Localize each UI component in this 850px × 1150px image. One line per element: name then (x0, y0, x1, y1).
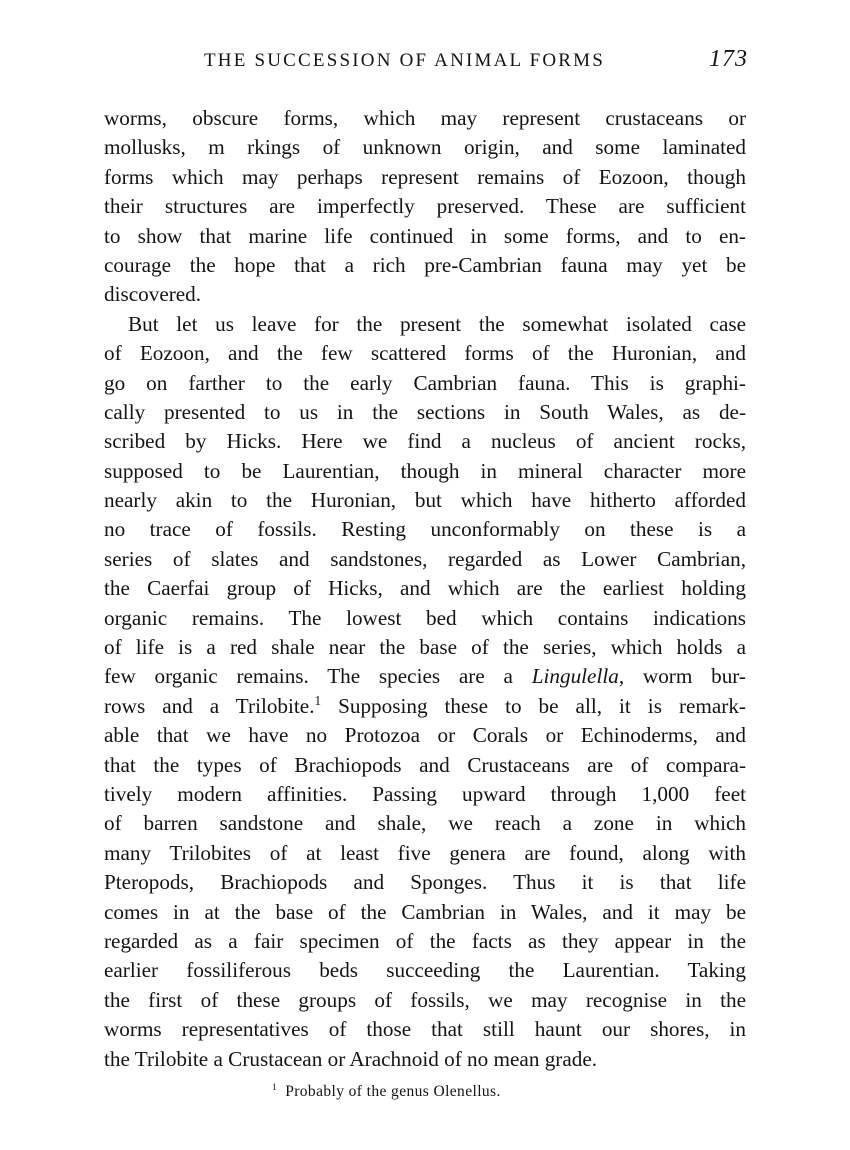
text-line: many Trilobites of at least five genera are found, along with (104, 840, 746, 865)
text-line: to show that marine life continued in some forms, and to en- (104, 223, 746, 248)
text-line: the Caerfai group of Hicks, and which are the earliest holding (104, 576, 746, 601)
running-title: THE SUCCESSION OF ANIMAL FORMS (204, 50, 606, 71)
text-line: organic remains. The lowest bed which contains indications (104, 605, 746, 630)
footnote (272, 1083, 501, 1101)
text-line: no trace of fossils. Resting unconformably on these is a (104, 517, 746, 542)
text-line: courage the hope that a rich pre-Cambrian fauna may yet be (104, 252, 746, 277)
text-line: Pteropods, Brachiopods and Sponges. Thus it is that life (104, 870, 746, 895)
text-line: tively modern affinities. Passing upward through 1,000 feet (104, 781, 746, 806)
text-line: earlier fossiliferous beds succeeding the Laurentian. Taking (104, 958, 746, 983)
text-line: able that we have no Protozoa or Corals or Echinoderms, and (104, 723, 746, 748)
page-number: 173 (709, 46, 748, 72)
text-line: of barren sandstone and shale, we reach a zone in which (104, 811, 746, 836)
text-line: go on farther to the early Cambrian fauna. This is graphi- (104, 370, 746, 395)
text-line: the Trilobite a Crustacean or Arachnoid of no mean grade. (104, 1046, 598, 1071)
text-line: nearly akin to the Huronian, but which have hitherto afforded (104, 488, 746, 513)
text-line: series of slates and sandstones, regarded as Lower Cambrian, (104, 546, 746, 571)
footnote-reference: 1 (314, 692, 322, 708)
text-line: of life is a red shale near the base of the series, which holds a (104, 635, 746, 660)
paragraph (104, 104, 746, 310)
text-line: mollusks, m rkings of unknown origin, and some laminated (104, 135, 746, 160)
italic-term: Lingulella (531, 664, 619, 689)
text-line: supposed to be Laurentian, though in mineral character more (104, 458, 746, 483)
text-line: scribed by Hicks. Here we find a nucleus of ancient rocks, (104, 429, 746, 454)
text-line: their structures are imperfectly preserved. These are sufficient (104, 194, 746, 219)
text-line: of Eozoon, and the few scattered forms of the Huronian, and (104, 341, 746, 366)
text-line: the first of these groups of fossils, we may recognise in the (104, 987, 746, 1012)
text-line: But let us leave for the present the somewhat isolated case (128, 311, 746, 336)
running-head (104, 44, 750, 78)
text-line: rows and a Trilobite.$^1$ Supposing these to be all, it is remark- (104, 692, 746, 718)
text-line: that the types of Brachiopods and Crustaceans are of compara- (104, 752, 746, 777)
text-line: discovered. (104, 282, 202, 307)
footnote-marker: 1 (272, 1081, 278, 1093)
text-line: regarded as a fair specimen of the facts as they appear in the (104, 928, 746, 953)
paragraph (104, 310, 746, 1074)
text-line: worms, obscure forms, which may represent crustaceans or (104, 106, 746, 130)
text-line: worms representatives of those that still haunt our shores, in (104, 1017, 746, 1042)
text-line: few organic remains. The species are a Lingulella, worm bur- (104, 664, 746, 689)
body-text (104, 104, 746, 1074)
text-line: forms which may perhaps represent remains of Eozoon, though (104, 164, 746, 189)
text-line: cally presented to us in the sections in South Wales, as de- (104, 399, 746, 424)
footnote-text: Probably of the genus Olenellus. (285, 1083, 501, 1100)
text-line: comes in at the base of the Cambrian in Wales, and it may be (104, 899, 746, 924)
